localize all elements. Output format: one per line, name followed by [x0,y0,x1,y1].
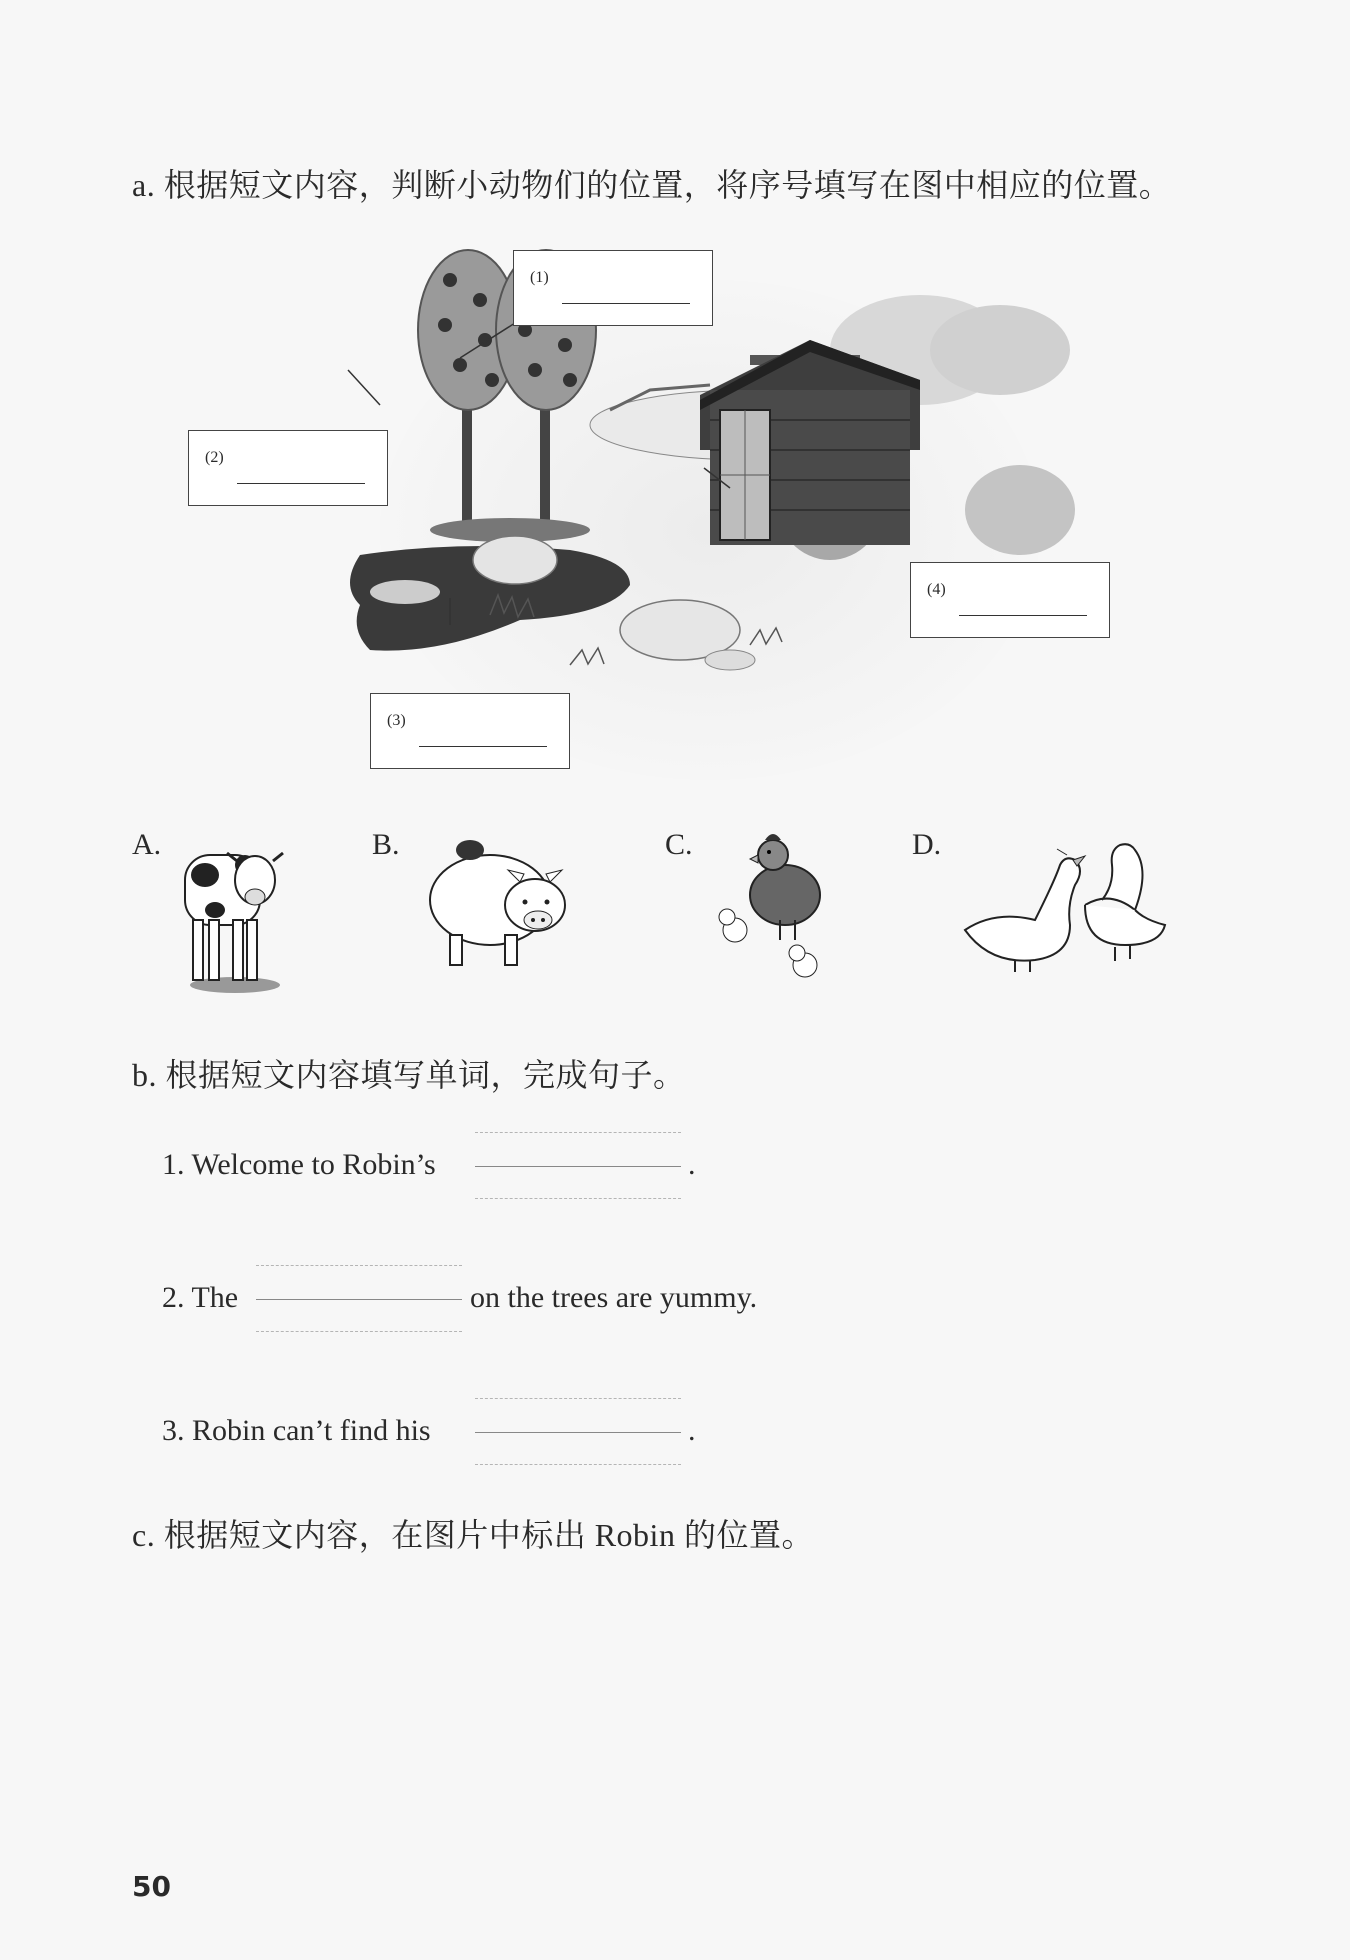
farm-scene [205,240,1120,780]
sentence-3-suffix: . [688,1414,696,1447]
pig-icon [420,830,580,985]
instruction-b: b. 根据短文内容填写单词，完成句子。 [132,1057,686,1093]
sentence-1-prefix: 1. Welcome to Robin’s [162,1148,436,1181]
answer-blank[interactable] [237,483,365,484]
page-number: 50 [132,1870,171,1903]
instruction-c: c. 根据短文内容，在图片中标出 Robin 的位置。 [132,1517,814,1553]
sentence-2-blank[interactable] [256,1265,462,1333]
label-box-3[interactable]: (3) [370,693,570,769]
label-box-1[interactable]: (1) [513,250,713,326]
sentence-1-blank[interactable] [475,1132,681,1200]
instruction-a: a. 根据短文内容，判断小动物们的位置，将序号填写在图中相应的位置。 [132,167,1172,203]
option-b-label: B. [372,828,400,861]
duck-icon [955,835,1175,990]
hen-icon [705,825,845,1000]
sentence-3-blank[interactable] [475,1398,681,1466]
label-box-2[interactable]: (2) [188,430,388,506]
sentence-1-suffix: . [688,1148,696,1181]
label-box-4[interactable]: (4) [910,562,1110,638]
option-a-label: A. [132,828,162,861]
answer-blank[interactable] [562,303,690,304]
option-c-label: C. [665,828,693,861]
sentence-2-suffix: on the trees are yummy. [470,1281,758,1314]
sentence-3-prefix: 3. Robin can’t find his [162,1414,431,1447]
answer-blank[interactable] [959,615,1087,616]
sentence-2-prefix: 2. The [162,1281,239,1314]
cow-icon [175,825,295,1000]
answer-blank[interactable] [419,746,547,747]
option-d-label: D. [912,828,942,861]
